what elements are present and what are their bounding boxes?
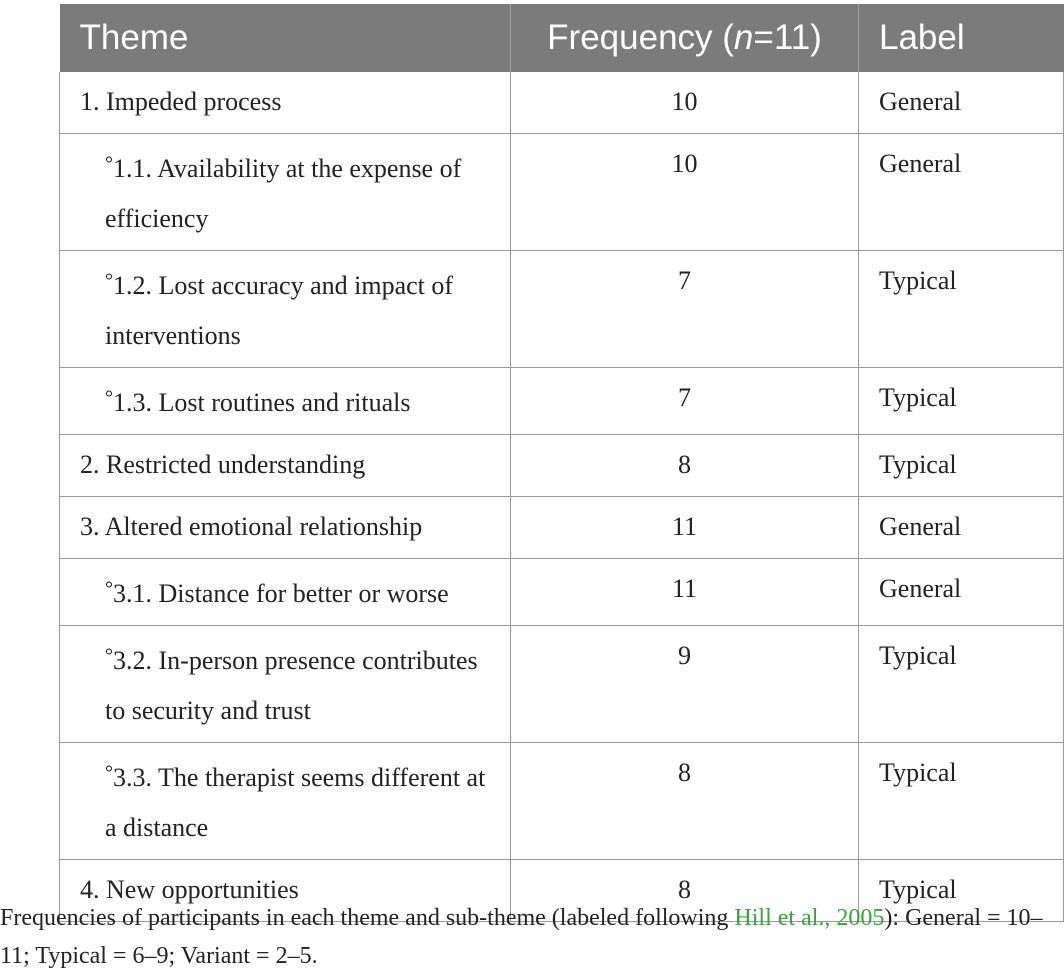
theme-text: 1.3. Lost routines and rituals [113,388,411,417]
label-cell: Typical [859,251,1064,368]
table-row [60,559,1064,626]
frequency-cell: 9 [511,626,859,743]
frequency-cell: 11 [511,497,859,559]
theme-cell [60,435,511,497]
theme-text: 3. Altered emotional relationship [80,512,423,541]
footnote-text-before: Frequencies of participants in each theme and sub-theme (labeled following [0,905,735,931]
table-row [60,435,1064,497]
degree-marker: ° [105,645,113,667]
footnote-text-after: ): General = 10–11; Typical = 6–9; Variant = 2–5. [0,905,1043,969]
frequency-cell: 10 [511,72,859,134]
degree-marker: ° [105,153,113,175]
subtheme-cell [60,368,511,435]
header-frequency-variable: n [733,18,754,57]
table-row [60,251,1064,368]
subtheme-cell [60,559,511,626]
subtheme-cell [60,134,511,251]
frequency-cell: 10 [511,134,859,251]
label-cell: Typical [859,743,1064,860]
subtheme-cell [60,251,511,368]
theme-cell [60,497,511,559]
label-cell: Typical [859,368,1064,435]
theme-text: 1.2. Lost accuracy and impact of interventions [105,271,454,350]
table-header [60,4,1064,72]
citation-link[interactable]: Hill et al., 2005 [734,905,885,931]
table-body [60,72,1064,922]
frequency-cell: 7 [511,368,859,435]
header-label: Label [859,4,1064,72]
table-row [60,743,1064,860]
header-row [60,4,1064,72]
theme-text: 2. Restricted understanding [80,450,366,479]
frequency-cell: 8 [511,743,859,860]
degree-marker: ° [105,578,113,600]
label-cell: General [859,559,1064,626]
label-cell: General [859,497,1064,559]
frequency-cell: 8 [511,435,859,497]
table-row [60,626,1064,743]
degree-marker: ° [105,387,113,409]
frequency-cell: 8 [511,860,859,922]
table-row [60,72,1064,134]
frequency-cell: 11 [511,559,859,626]
header-frequency [511,4,859,72]
degree-marker: ° [105,762,113,784]
label-cell: Typical [859,435,1064,497]
degree-marker: ° [105,270,113,292]
subtheme-cell [60,743,511,860]
label-cell: Typical [859,626,1064,743]
label-cell: General [859,72,1064,134]
table-footnote [0,899,1064,975]
theme-text: 1.1. Availability at the expense of efficiency [105,154,462,233]
header-frequency-suffix: =11) [753,18,822,57]
header-frequency-prefix: Frequency ( [547,18,734,57]
theme-text: 3.2. In-person presence contributes to security and trust [105,646,478,725]
theme-text: 1. Impeded process [80,87,282,116]
table-row [60,134,1064,251]
theme-text: 4. New opportunities [80,875,299,904]
header-theme: Theme [60,4,511,72]
theme-cell [60,72,511,134]
themes-table [59,4,1064,922]
subtheme-cell [60,626,511,743]
frequency-cell: 7 [511,251,859,368]
label-cell: Typical [859,860,1064,922]
label-cell: General [859,134,1064,251]
table-row [60,368,1064,435]
theme-text: 3.3. The therapist seems different at a distance [105,763,486,842]
theme-text: 3.1. Distance for better or worse [113,579,449,608]
table-row [60,497,1064,559]
